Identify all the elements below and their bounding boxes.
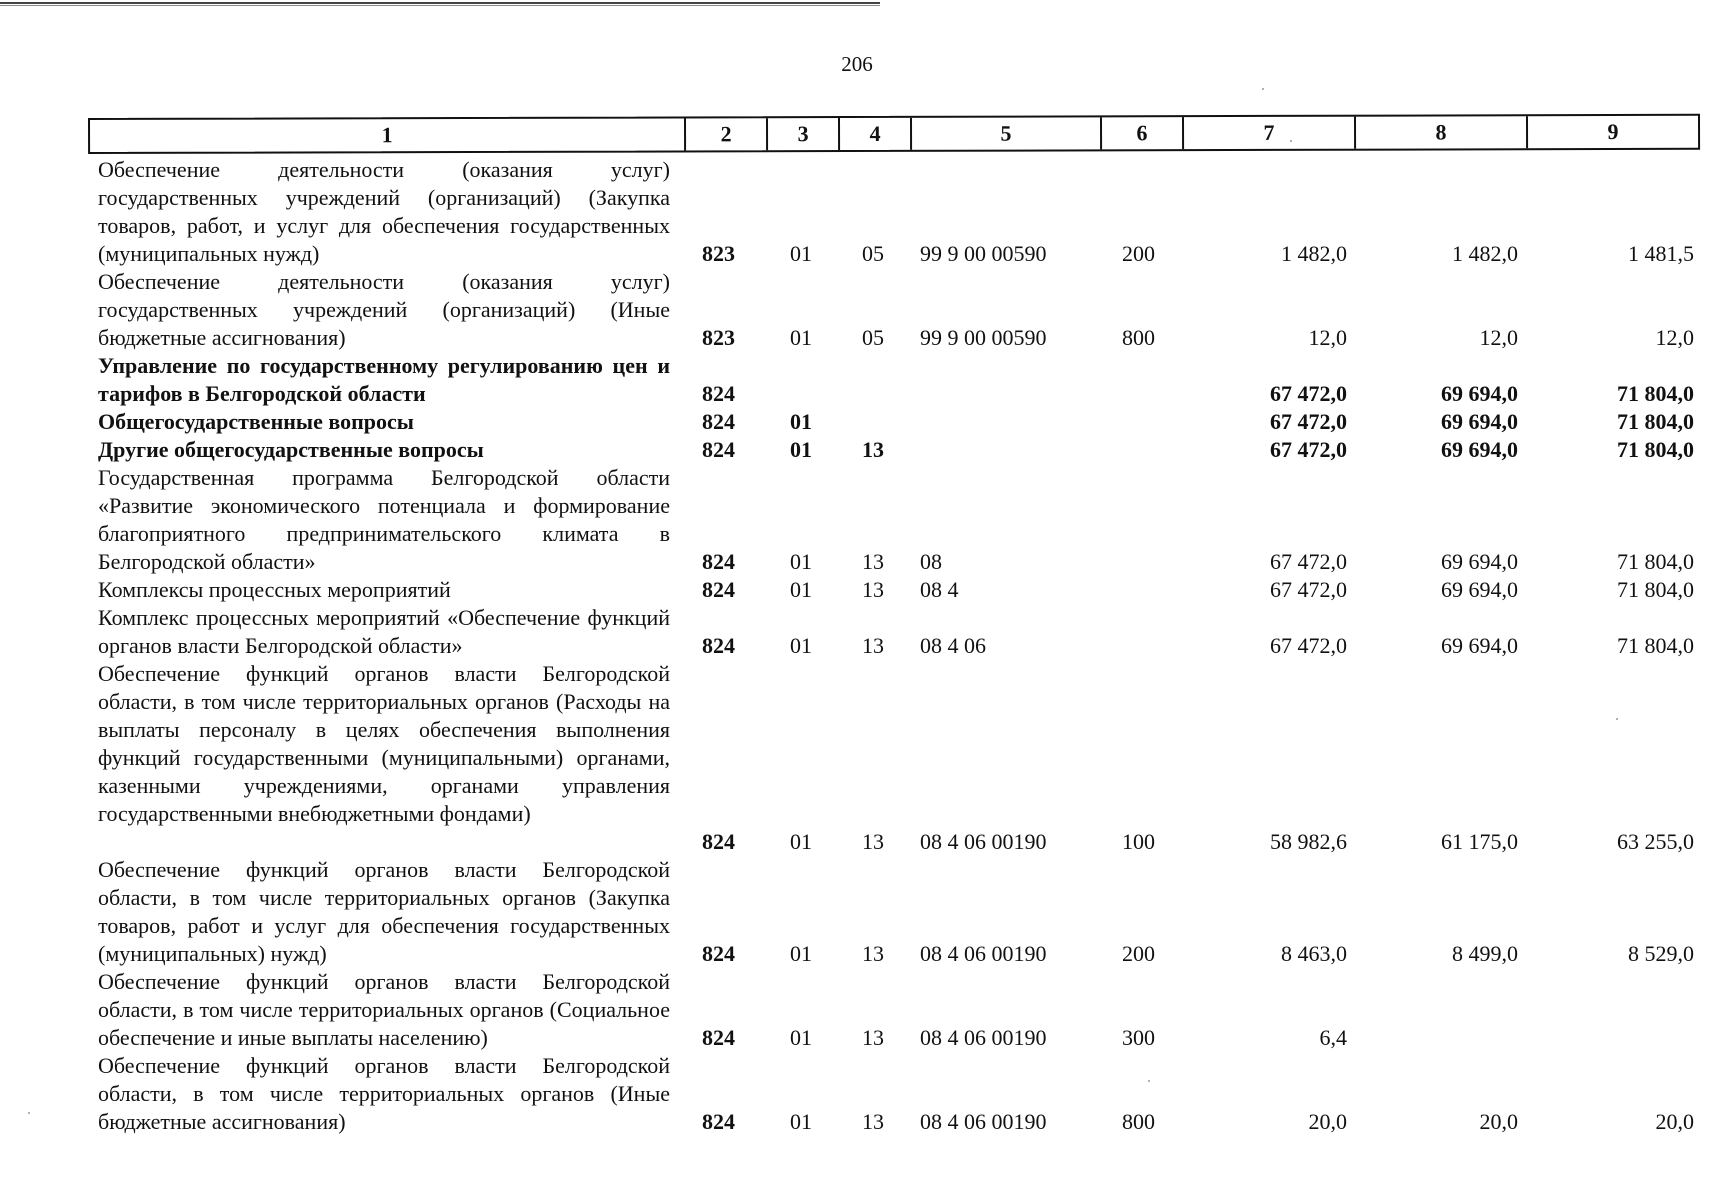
- row-description: Обеспечение деятельности (оказания услуг) государственных учреждений (организаций) (Иные бюджетные ассигнования): [98, 269, 670, 350]
- cell-col-5: 08 4 06 00190: [920, 941, 1047, 966]
- cell-col-7: 67 472,0: [1270, 381, 1347, 406]
- cell-col-7: 67 472,0: [1270, 437, 1347, 462]
- cell-col-6: 300: [1122, 1025, 1155, 1050]
- cell-col-8: 69 694,0: [1441, 577, 1518, 602]
- cell-col-9: 71 804,0: [1617, 381, 1694, 406]
- cell-col-8: 69 694,0: [1441, 633, 1518, 658]
- header-col-6: 6: [1100, 117, 1182, 149]
- cell-col-5: 99 9 00 00590: [920, 241, 1047, 266]
- cell-col-8: 12,0: [1479, 325, 1518, 350]
- cell-col-2: 824: [702, 381, 735, 406]
- scan-speck: [1290, 140, 1292, 142]
- table-row: [0, 436, 1714, 464]
- cell-col-5: 08 4 06: [920, 633, 986, 658]
- cell-col-8: 61 175,0: [1441, 829, 1518, 854]
- cell-col-6: 200: [1122, 241, 1155, 266]
- cell-col-6: 100: [1122, 829, 1155, 854]
- cell-col-7: 20,0: [1308, 1109, 1347, 1134]
- scan-speck: [1148, 1080, 1150, 1082]
- cell-col-9: 8 529,0: [1628, 941, 1694, 966]
- cell-col-4: 13: [862, 437, 884, 462]
- cell-col-2: 824: [702, 829, 735, 854]
- page-number: 206: [841, 52, 873, 76]
- cell-col-9: 71 804,0: [1617, 633, 1694, 658]
- cell-col-4: 13: [862, 1109, 884, 1134]
- cell-col-3: 01: [790, 633, 812, 658]
- cell-col-8: 8 499,0: [1452, 941, 1518, 966]
- cell-col-2: 824: [702, 1025, 735, 1050]
- table-row: [0, 968, 1714, 1052]
- table-row: [0, 352, 1714, 408]
- cell-col-2: 824: [702, 577, 735, 602]
- row-description: Комплексы процессных мероприятий: [98, 577, 451, 602]
- cell-col-5: 08 4: [920, 577, 959, 602]
- cell-col-8: 69 694,0: [1441, 437, 1518, 462]
- cell-col-9: 63 255,0: [1617, 829, 1694, 854]
- cell-col-9: 71 804,0: [1617, 409, 1694, 434]
- cell-col-4: 13: [862, 1025, 884, 1050]
- row-description: Обеспечение деятельности (оказания услуг) государственных учреждений (организаций) (Закупка товаров, работ, и услуг для обеспечения государственных (муниципальных нужд): [98, 157, 670, 266]
- cell-col-3: 01: [790, 437, 812, 462]
- row-description: Обеспечение функций органов власти Белгородской области, в том числе территориальных органов (Закупка товаров, работ и услуг для обеспечения государственных (муниципальных) нужд): [98, 857, 670, 966]
- cell-col-3: 01: [790, 1025, 812, 1050]
- cell-col-7: 67 472,0: [1270, 577, 1347, 602]
- header-col-4: 4: [838, 118, 910, 150]
- cell-col-3: 01: [790, 241, 812, 266]
- cell-col-9: 12,0: [1655, 325, 1694, 350]
- table-row: [0, 268, 1714, 352]
- cell-col-6: 800: [1122, 325, 1155, 350]
- cell-col-6: 200: [1122, 941, 1155, 966]
- table-row: [0, 604, 1714, 660]
- cell-col-8: 69 694,0: [1441, 409, 1518, 434]
- cell-col-9: 1 481,5: [1628, 241, 1694, 266]
- row-description: Обеспечение функций органов власти Белгородской области, в том числе территориальных органов (Иные бюджетные ассигнования): [98, 1053, 670, 1134]
- cell-col-3: 01: [790, 1109, 812, 1134]
- cell-col-7: 8 463,0: [1281, 941, 1347, 966]
- table-row: [0, 156, 1714, 268]
- cell-col-3: 01: [790, 577, 812, 602]
- row-description: Управление по государственному регулированию цен и тарифов в Белгородской области: [98, 353, 670, 406]
- cell-col-7: 1 482,0: [1281, 241, 1347, 266]
- cell-col-3: 01: [790, 829, 812, 854]
- cell-col-7: 67 472,0: [1270, 409, 1347, 434]
- cell-col-9: 20,0: [1655, 1109, 1694, 1134]
- header-col-7: 7: [1182, 117, 1354, 149]
- cell-col-7: 58 982,6: [1270, 829, 1347, 854]
- scan-speck: [28, 1112, 30, 1114]
- cell-col-4: 13: [862, 577, 884, 602]
- table-row: [0, 576, 1714, 604]
- cell-col-2: 823: [702, 241, 735, 266]
- cell-col-7: 67 472,0: [1270, 633, 1347, 658]
- cell-col-2: 823: [702, 325, 735, 350]
- cell-col-2: 824: [702, 437, 735, 462]
- header-col-9: 9: [1526, 116, 1698, 148]
- cell-col-5: 08: [920, 549, 942, 574]
- header-col-3: 3: [766, 118, 838, 150]
- cell-col-3: 01: [790, 549, 812, 574]
- cell-col-7: 67 472,0: [1270, 549, 1347, 574]
- cell-col-4: 13: [862, 633, 884, 658]
- cell-col-4: 05: [862, 241, 884, 266]
- cell-col-4: 05: [862, 325, 884, 350]
- row-description: Другие общегосударственные вопросы: [98, 437, 484, 462]
- cell-col-5: 08 4 06 00190: [920, 1109, 1047, 1134]
- cell-col-5: 08 4 06 00190: [920, 829, 1047, 854]
- table-row: [0, 660, 1714, 856]
- cell-col-2: 824: [702, 633, 735, 658]
- cell-col-5: 08 4 06 00190: [920, 1025, 1047, 1050]
- cell-col-6: 800: [1122, 1109, 1155, 1134]
- header-col-5: 5: [910, 117, 1100, 149]
- cell-col-9: 71 804,0: [1617, 549, 1694, 574]
- table-header: [88, 114, 1700, 154]
- cell-col-8: 20,0: [1479, 1109, 1518, 1134]
- table-row: [0, 464, 1714, 576]
- cell-col-5: 99 9 00 00590: [920, 325, 1047, 350]
- row-description: Общегосударственные вопросы: [98, 409, 414, 434]
- header-col-1: 1: [381, 122, 393, 148]
- scan-speck: [1616, 718, 1618, 720]
- cell-col-7: 6,4: [1319, 1025, 1347, 1050]
- table-row: [0, 1052, 1714, 1136]
- cell-col-2: 824: [702, 409, 735, 434]
- scan-speck: [1262, 88, 1264, 90]
- cell-col-2: 824: [702, 941, 735, 966]
- row-description: Обеспечение функций органов власти Белгородской области, в том числе территориальных органов (Расходы на выплаты персоналу в целях обеспечения выполнения функций государственными (муниципальными) органами, казенными учреждениями, органами управления государственными внебюджетными фондами): [98, 661, 670, 826]
- cell-col-8: 69 694,0: [1441, 549, 1518, 574]
- table-row: [0, 408, 1714, 436]
- cell-col-3: 01: [790, 941, 812, 966]
- row-description: Комплекс процессных мероприятий «Обеспечение функций органов власти Белгородской области»: [98, 605, 670, 658]
- cell-col-9: 71 804,0: [1617, 577, 1694, 602]
- header-col-2: 2: [684, 118, 766, 150]
- cell-col-4: 13: [862, 549, 884, 574]
- cell-col-9: 71 804,0: [1617, 437, 1694, 462]
- row-description: Обеспечение функций органов власти Белгородской области, в том числе территориальных органов (Социальное обеспечение и иные выплаты населению): [98, 969, 670, 1050]
- cell-col-3: 01: [790, 409, 812, 434]
- cell-col-4: 13: [862, 829, 884, 854]
- cell-col-3: 01: [790, 325, 812, 350]
- cell-col-2: 824: [702, 1109, 735, 1134]
- cell-col-8: 69 694,0: [1441, 381, 1518, 406]
- cell-col-2: 824: [702, 549, 735, 574]
- table-row: [0, 856, 1714, 968]
- row-description: Государственная программа Белгородской области «Развитие экономического потенциала и формирование благоприятного предпринимательского климата в Белгородской области»: [98, 465, 670, 574]
- cell-col-8: 1 482,0: [1452, 241, 1518, 266]
- scan-edge-line: [0, 2, 880, 7]
- cell-col-4: 13: [862, 941, 884, 966]
- header-col-8: 8: [1354, 116, 1526, 148]
- cell-col-7: 12,0: [1308, 325, 1347, 350]
